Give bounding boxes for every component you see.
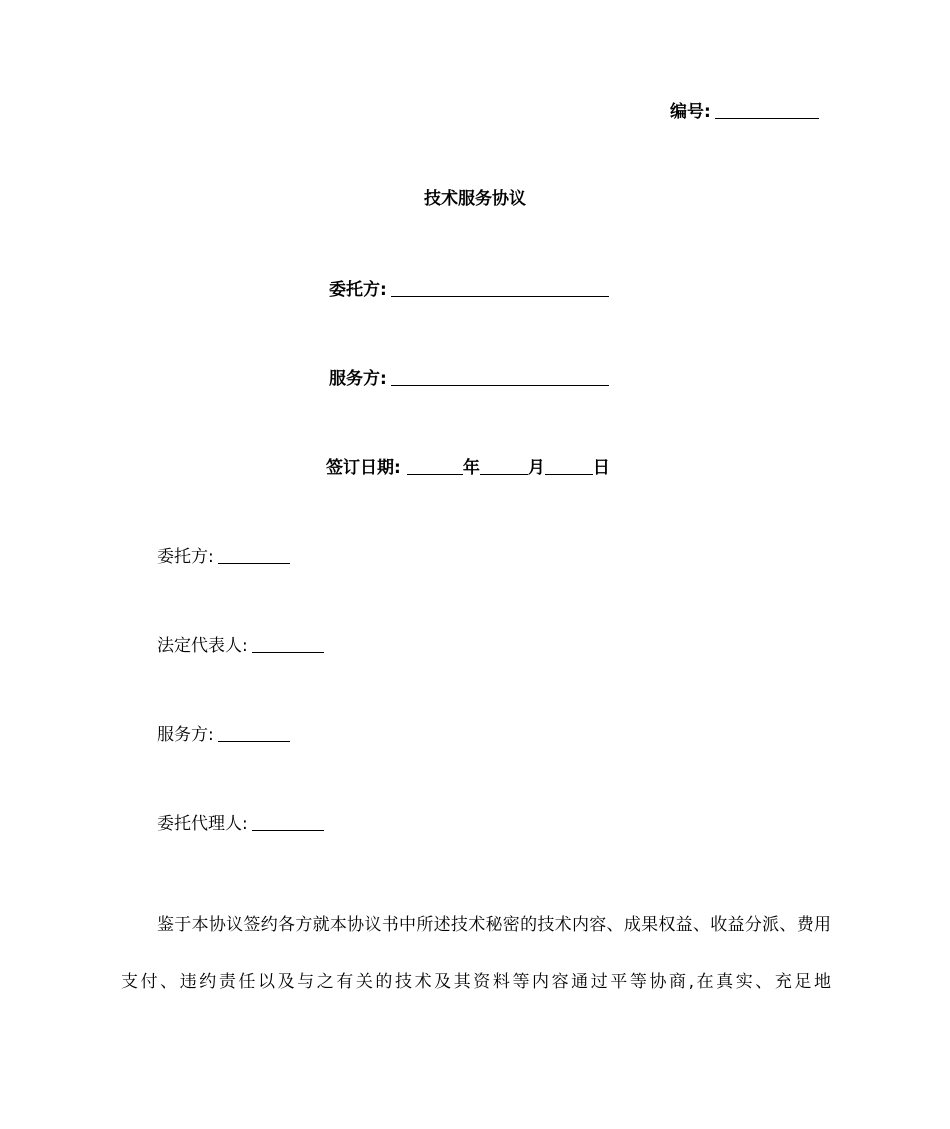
cover-client-blank[interactable] xyxy=(391,278,609,297)
day-blank[interactable] xyxy=(545,456,593,475)
cover-provider-field xyxy=(329,365,609,391)
cover-provider-blank[interactable] xyxy=(391,367,609,386)
party-provider-field xyxy=(157,721,290,747)
day-label: 日 xyxy=(592,458,610,478)
party-agent-field xyxy=(157,810,324,836)
party-agent-label: 委托代理人: xyxy=(157,814,248,834)
cover-client-label: 委托方: xyxy=(329,280,387,300)
year-blank[interactable] xyxy=(407,456,463,475)
party-legal-rep-field xyxy=(157,632,324,658)
cover-signing-date-field xyxy=(326,454,610,480)
document-number-label: 编号: xyxy=(670,102,711,122)
party-legal-rep-label: 法定代表人: xyxy=(157,636,248,656)
document-number-field xyxy=(670,98,819,124)
party-client-field xyxy=(157,543,290,569)
year-label: 年 xyxy=(462,458,480,478)
party-legal-rep-blank[interactable] xyxy=(252,634,324,653)
document-number-blank[interactable] xyxy=(715,100,819,119)
party-client-blank[interactable] xyxy=(218,545,290,564)
party-provider-blank[interactable] xyxy=(218,723,290,742)
party-agent-blank[interactable] xyxy=(252,812,324,831)
cover-date-label: 签订日期: xyxy=(326,458,401,478)
month-label: 月 xyxy=(527,458,545,478)
cover-client-field xyxy=(329,276,609,302)
month-blank[interactable] xyxy=(480,456,528,475)
party-provider-label: 服务方: xyxy=(157,725,214,745)
body-paragraph: 鉴于本协议签约各方就本协议书中所述技术秘密的技术内容、成果权益、收益分派、费用支付、违约责任以及与之有关的技术及其资料等内容通过平等协商,在真实、充足地 xyxy=(121,915,831,992)
party-client-label: 委托方: xyxy=(157,547,214,567)
document-title: 技术服务协议 xyxy=(424,189,526,209)
cover-provider-label: 服务方: xyxy=(329,369,387,389)
